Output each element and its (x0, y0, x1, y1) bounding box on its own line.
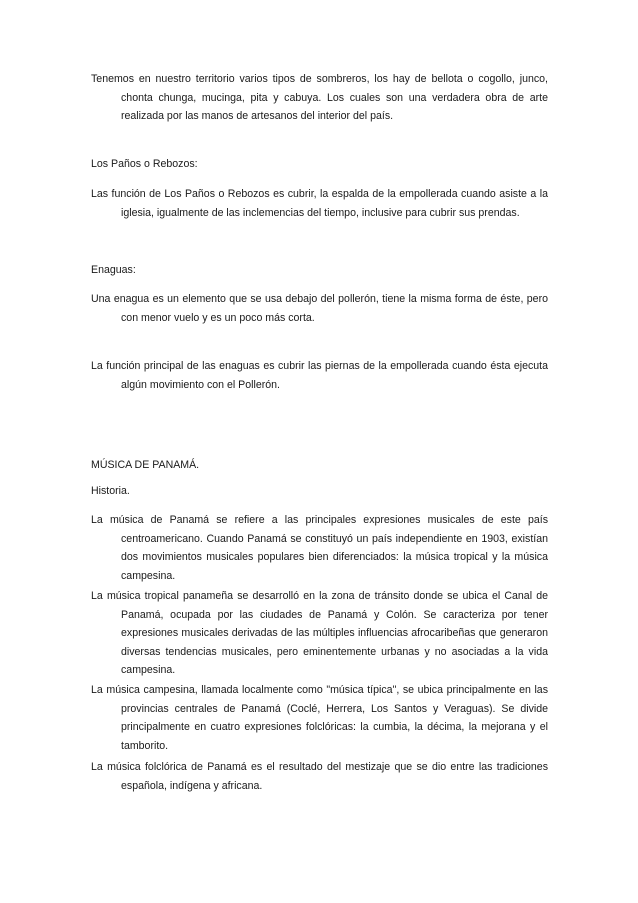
musica-intro-paragraph: La música de Panamá se refiere a las principales expresiones musicales de este país centroamericano. Cuando Panamá se constituyó un país independiente en 1903, existían dos movimientos musicales populares bien diferenciados: la música tropical y la música campesina. (91, 514, 548, 582)
panos-heading: Los Paños o Rebozos: (91, 158, 198, 170)
enaguas-paragraph: Una enagua es un elemento que se usa debajo del pollerón, tiene la misma forma de éste, pero con menor vuelo y es un poco más corta. (91, 293, 548, 324)
musica-folclorica-paragraph: La música folclórica de Panamá es el resultado del mestizaje que se dio entre las tradiciones española, indígena y africana. (91, 761, 548, 792)
panos-paragraph: Las función de Los Paños o Rebozos es cubrir, la espalda de la empollerada cuando asiste a la iglesia, igualmente de las inclemencias del tiempo, inclusive para cubrir sus prendas. (91, 188, 548, 219)
musica-campesina-paragraph: La música campesina, llamada localmente como "música típica", se ubica principalmente en las provincias centrales de Panamá (Coclé, Herrera, Los Santos y Veraguas). Se divide principalmente en cuatro expresiones folclóricas: la cumbia, la décima, la mejorana y el tamborito. (91, 684, 548, 752)
musica-tropical-paragraph: La música tropical panameña se desarrolló en la zona de tránsito donde se ubica el Canal de Panamá, ocupada por las ciudades de Panamá y Colón. Se caracteriza por tener expresiones musicales derivadas de las múltiples influencias afrocaribeñas que generaron diversas tendencias musicales, pero eminentemente urbanas y no asociadas a la vida campesina. (91, 590, 548, 677)
sombreros-paragraph: Tenemos en nuestro territorio varios tipos de sombreros, los hay de bellota o cogollo, junco, chonta chunga, mucinga, pita y cabuya. Los cuales son una verdadera obra de arte realizada por las manos de artesanos del interior del país. (91, 73, 548, 123)
enaguas-heading: Enaguas: (91, 264, 136, 276)
historia-heading: Historia. (91, 485, 130, 497)
musica-heading: MÚSICA DE PANAMÁ. (91, 459, 200, 471)
enaguas-function-paragraph: La función principal de las enaguas es cubrir las piernas de la empollerada cuando ésta ejecuta algún movimiento con el Pollerón. (91, 360, 548, 391)
